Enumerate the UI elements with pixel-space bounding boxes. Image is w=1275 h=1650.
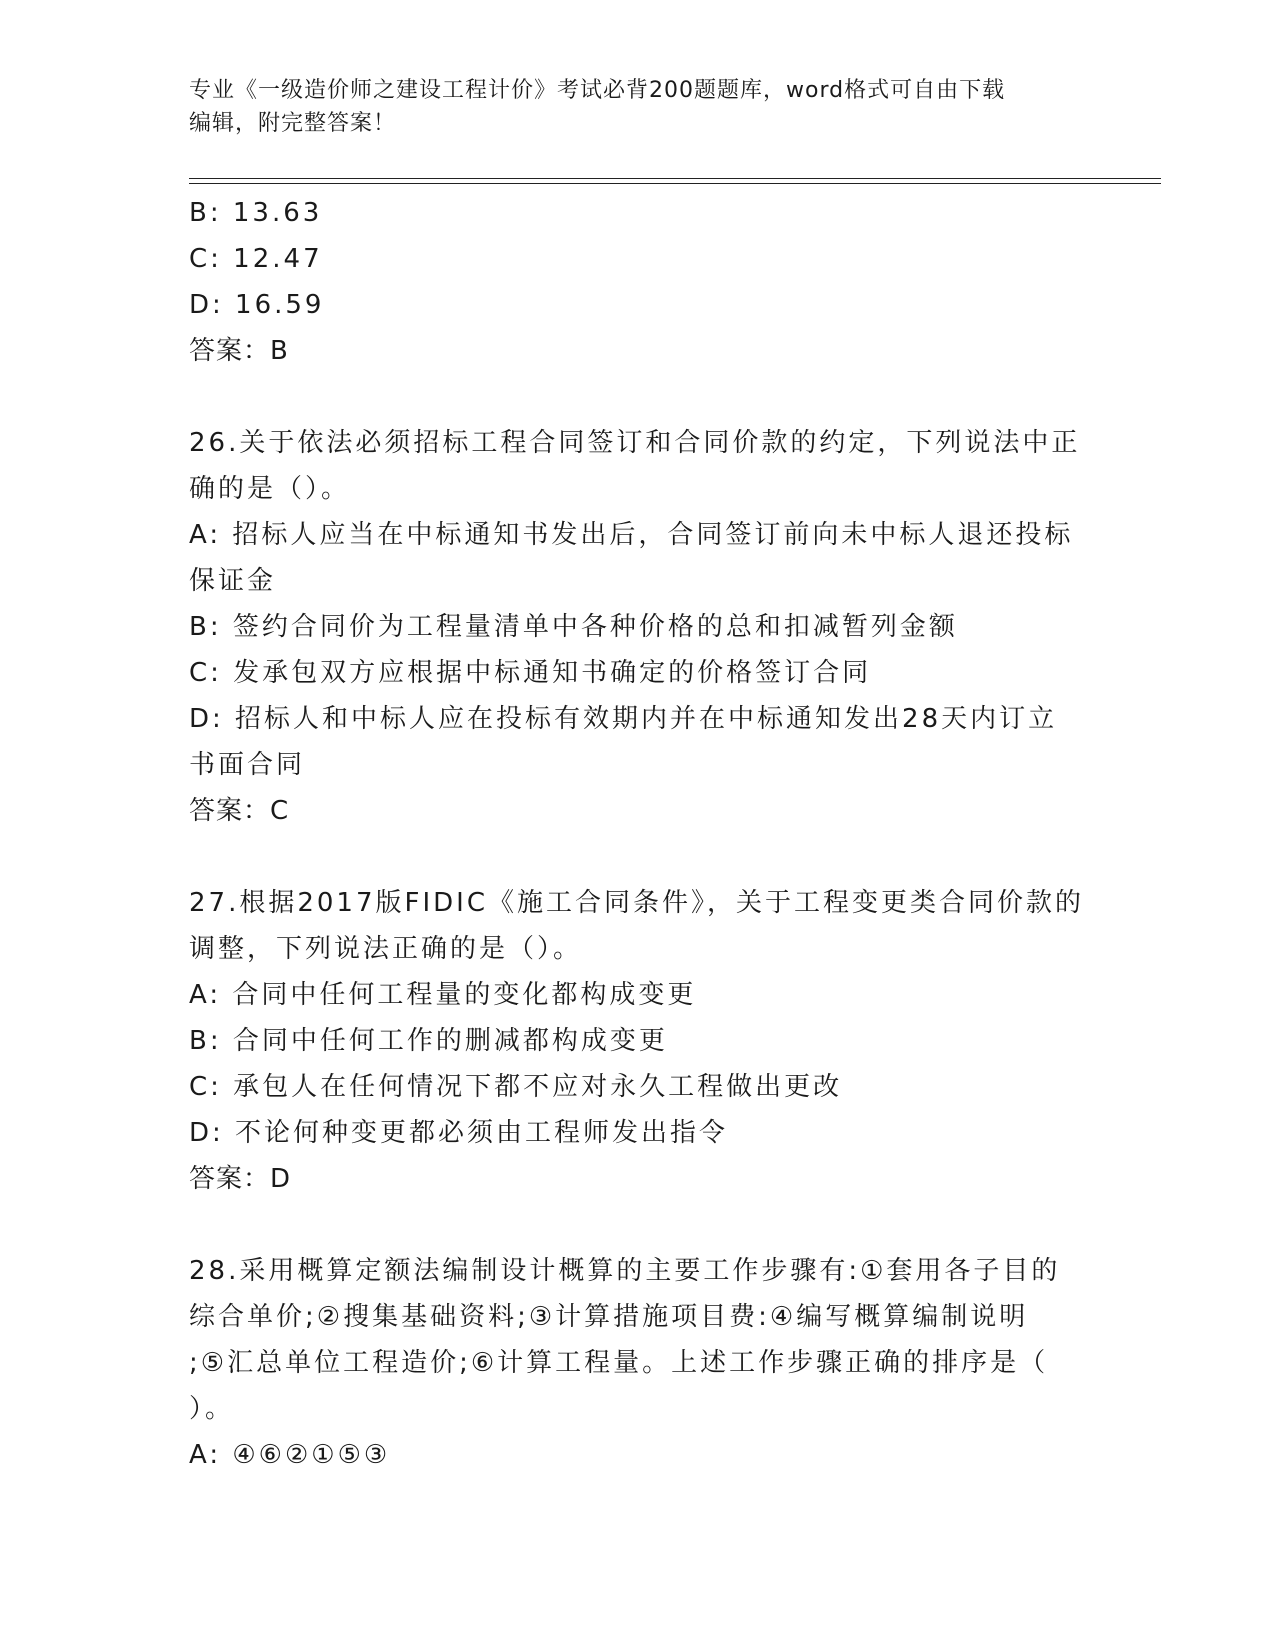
option-a: A: 招标人应当在中标通知书发出后，合同签订前向未中标人退还投标 <box>189 520 1074 550</box>
option-d: D: 招标人和中标人应在投标有效期内并在中标通知发出28天内订立 <box>189 704 1058 734</box>
option-a-continued: 保证金 <box>189 566 277 596</box>
spacer <box>189 834 1089 880</box>
answer-line: 答案：D <box>189 1164 292 1194</box>
spacer <box>189 374 1089 420</box>
spacer <box>189 1202 1089 1248</box>
question-stem-line: 确的是（）。 <box>189 474 351 504</box>
document-header <box>189 74 1089 140</box>
header-divider-bottom <box>189 183 1161 184</box>
question-stem-line: 26.关于依法必须招标工程合同签订和合同价款的约定，下列说法中正 <box>189 428 1081 458</box>
option-d: D: 16.59 <box>189 290 325 320</box>
question-list <box>189 190 1089 1478</box>
option-d-continued: 书面合同 <box>189 750 306 780</box>
option-c: C: 发承包双方应根据中标通知书确定的价格签订合同 <box>189 658 872 688</box>
question-stem-line: 27.根据2017版FIDIC《施工合同条件》，关于工程变更类合同价款的 <box>189 888 1084 918</box>
header-line-2: 编辑，附完整答案！ <box>189 111 397 136</box>
question-25-tail <box>189 190 1089 374</box>
question-26 <box>189 420 1089 834</box>
option-c: C: 承包人在任何情况下都不应对永久工程做出更改 <box>189 1072 843 1102</box>
answer-line: 答案：C <box>189 796 290 826</box>
question-stem-line: ;⑤汇总单位工程造价;⑥计算工程量。上述工作步骤正确的排序是（ <box>189 1348 1049 1378</box>
question-stem-line: 综合单价;②搜集基础资料;③计算措施项目费:④编写概算编制说明 <box>189 1302 1029 1332</box>
answer-line: 答案：B <box>189 336 289 366</box>
option-c: C: 12.47 <box>189 244 323 274</box>
option-b: B: 13.63 <box>189 198 323 228</box>
question-stem-line: 调整，下列说法正确的是（）。 <box>189 934 583 964</box>
option-b: B: 合同中任何工作的删减都构成变更 <box>189 1026 668 1056</box>
question-28 <box>189 1248 1089 1478</box>
question-stem-line: 28.采用概算定额法编制设计概算的主要工作步骤有:①套用各子目的 <box>189 1256 1061 1286</box>
header-divider-top <box>189 178 1161 179</box>
header-line-1: 专业《一级造价师之建设工程计价》考试必背200题题库，word格式可自由下载 <box>189 78 1006 103</box>
question-27 <box>189 880 1089 1202</box>
option-a: A: ④⑥②①⑤③ <box>189 1440 391 1470</box>
option-d: D: 不论何种变更都必须由工程师发出指令 <box>189 1118 729 1148</box>
option-a: A: 合同中任何工程量的变化都构成变更 <box>189 980 697 1010</box>
question-stem-line: ）。 <box>189 1394 235 1424</box>
option-b: B: 签约合同价为工程量清单中各种价格的总和扣减暂列金额 <box>189 612 958 642</box>
